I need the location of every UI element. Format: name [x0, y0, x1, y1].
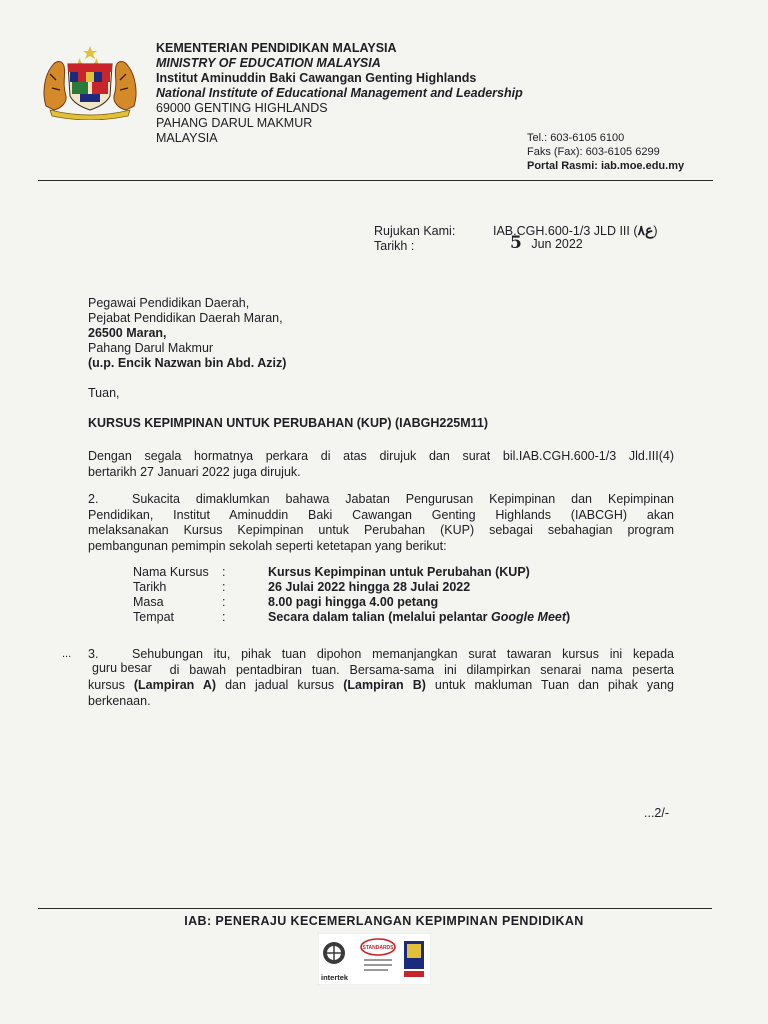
tarikh-month-year: Jun 2022	[531, 237, 583, 251]
venue-prefix: Secara dalam talian (melalui pelantar	[268, 610, 492, 624]
certification-logos	[318, 933, 431, 985]
ministry-name-malay: KEMENTERIAN PENDIDIKAN MALAYSIA	[156, 41, 397, 55]
details-label-date: Tarikh	[133, 580, 167, 594]
paragraph-2-number: 2.	[88, 492, 99, 506]
details-value-time: 8.00 pagi hingga 4.00 petang	[268, 595, 439, 609]
paragraph-2-line-1: Sukacita dimaklumkan bahawa Jabatan Pengurusan Kepimpinan dan Kepimpinan	[132, 492, 674, 506]
paragraph-1-line-2: bertarikh 27 Januari 2022 juga dirujuk.	[88, 464, 301, 479]
address-line-state: PAHANG DARUL MAKMUR	[156, 116, 313, 130]
tarikh-value	[510, 233, 583, 253]
paragraph-3-number: 3.	[88, 647, 99, 661]
paragraph-3-line-3	[88, 678, 674, 694]
paragraph-3-line-1: Sehubungan itu, pihak tuan dipohon memanjangkan surat tawaran kursus ini kepada	[132, 647, 674, 661]
salutation: Tuan,	[88, 386, 120, 400]
paragraph-2-line-3: melaksanakan Kursus Kepimpinan untuk Perubahan (KUP) sebagai sebahagian program	[88, 523, 674, 537]
p3-text-e: untuk makluman Tuan dan pihak yang	[425, 678, 674, 692]
p3-text-a: kursus	[88, 678, 134, 692]
inserted-text-guru-besar: guru besar	[92, 660, 152, 675]
ministry-name-english: MINISTRY OF EDUCATION MALAYSIA	[156, 56, 381, 70]
paragraph-3-line-2-rest: di bawah pentadbiran tuan. Bersama-sama ini dilampirkan senarai nama peserta	[169, 662, 674, 677]
paragraph-3-line-4: berkenaan.	[88, 693, 151, 708]
venue-suffix: )	[566, 610, 571, 624]
paragraph-3	[88, 647, 674, 709]
paragraph-2-line-2: Pendidikan, Institut Aminuddin Baki Cawangan Genting Highlands (IABCGH) akan	[88, 507, 674, 522]
recipient-line-1: Pegawai Pendidikan Daerah,	[88, 296, 250, 310]
paragraph-1	[88, 449, 674, 480]
lampiran-b-ref: (Lampiran B)	[343, 678, 426, 692]
contact-fax: Faks (Fax): 603-6105 6299	[527, 146, 660, 158]
p3-text-c: dan jadual kursus	[216, 678, 344, 692]
details-colon-date: :	[222, 580, 226, 594]
details-label-course: Nama Kursus	[133, 565, 209, 579]
details-colon-venue: :	[222, 610, 226, 624]
recipient-line-4: Pahang Darul Makmur	[88, 341, 214, 355]
lampiran-a-ref: (Lampiran A)	[133, 678, 217, 692]
paragraph-3-line-2	[88, 660, 674, 679]
recipient-line-5: (u.p. Encik Nazwan bin Abd. Aziz)	[88, 356, 287, 370]
paragraph-1-line-1: Dengan segala hormatnya perkara di atas dirujuk dan surat bil.IAB.CGH.600-1/3 Jld.III(4)	[88, 449, 674, 463]
footer-divider	[38, 908, 712, 909]
contact-telephone: Tel.: 603-6105 6100	[527, 132, 625, 144]
rujukan-number: IAB.CGH.600-1/3 JLD III (	[493, 224, 638, 238]
recipient-line-3: 26500 Maran,	[88, 326, 167, 340]
paragraph-2	[88, 492, 674, 554]
details-label-venue: Tempat	[133, 610, 174, 624]
intertek-label: intertek	[321, 973, 349, 982]
institute-name-english: National Institute of Educational Management and Leadership	[156, 86, 523, 100]
letterhead-divider	[38, 180, 713, 181]
footer-slogan: IAB: PENERAJU KECEMERLANGAN KEPIMPINAN PENDIDIKAN	[184, 914, 584, 928]
details-label-time: Masa	[133, 595, 164, 609]
standards-label: STANDARDS	[362, 945, 394, 951]
address-line-postcode: 69000 GENTING HIGHLANDS	[156, 101, 328, 115]
institute-name-malay: Institut Aminuddin Baki Cawangan Genting Highlands	[156, 71, 477, 85]
malaysia-coat-of-arms-logo	[40, 44, 140, 120]
details-value-course: Kursus Kepimpinan untuk Perubahan (KUP)	[268, 565, 530, 579]
venue-platform: Google Meet	[491, 610, 567, 624]
tarikh-label: Tarikh :	[374, 239, 415, 253]
recipient-line-2: Pejabat Pendidikan Daerah Maran,	[88, 311, 283, 325]
rujukan-handwritten-number: ع٨	[637, 223, 654, 239]
rujukan-close-paren: )	[653, 224, 658, 238]
address-line-country: MALAYSIA	[156, 131, 218, 145]
page-continuation: ...2/-	[644, 806, 670, 820]
details-colon-course: :	[222, 565, 226, 579]
details-value-date: 26 Julai 2022 hingga 28 Julai 2022	[268, 580, 471, 594]
margin-ellipsis-mark: ...	[62, 648, 72, 660]
contact-portal: Portal Rasmi: iab.moe.edu.my	[527, 160, 685, 172]
details-colon-time: :	[222, 595, 226, 609]
details-value-venue	[268, 610, 570, 625]
rujukan-label: Rujukan Kami:	[374, 224, 456, 238]
tarikh-handwritten-day: 5	[510, 233, 522, 253]
letter-subject: KURSUS KEPIMPINAN UNTUK PERUBAHAN (KUP) (IABGH225M11)	[88, 416, 489, 430]
paragraph-2-line-4: pembangunan pemimpin sekolah seperti ketetapan yang berikut:	[88, 538, 447, 553]
